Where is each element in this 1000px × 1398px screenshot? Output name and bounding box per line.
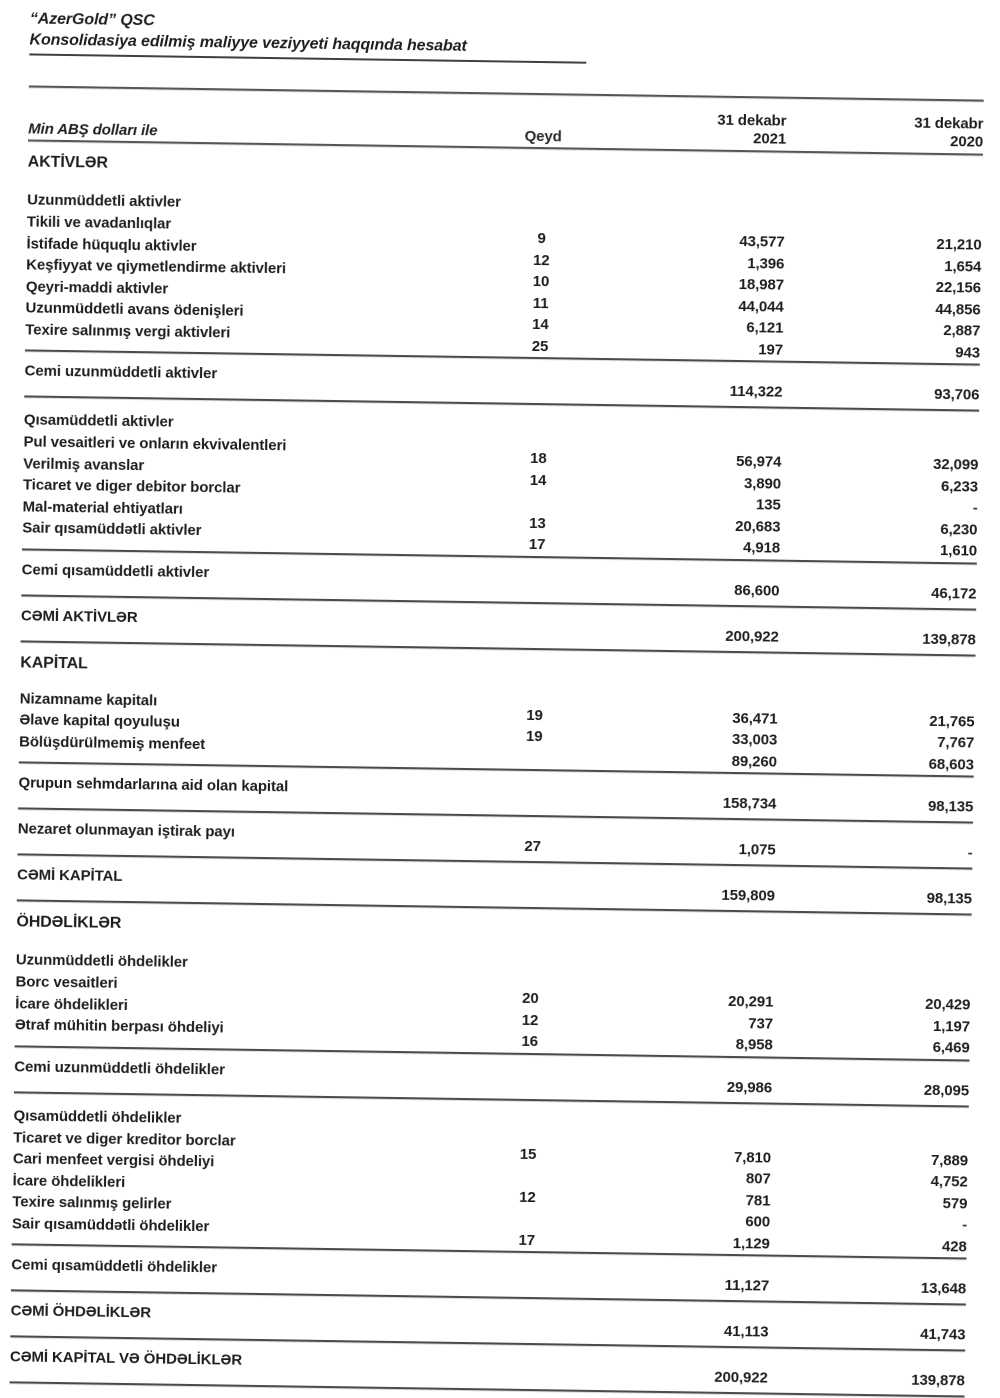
document-title: Konsolidasiya edilmiş maliyye veziyyeti haqqında hesabat	[29, 31, 467, 55]
value-2021: 8,958	[735, 1036, 773, 1054]
value-2021: 6,121	[746, 319, 784, 337]
period-line: 31 dekabr	[914, 114, 984, 133]
value-2020: 428	[941, 1237, 967, 1255]
value-2020: 1,610	[939, 542, 978, 560]
note-reference: 15	[519, 1145, 537, 1163]
value-2020: 579	[942, 1194, 968, 1212]
value-2021: 1,396	[747, 254, 785, 273]
value-2021	[597, 198, 785, 223]
row-label: AKTİVLƏR	[27, 153, 108, 172]
value-2021: 1,075	[738, 841, 776, 859]
value-2021	[583, 1113, 771, 1138]
value-2021: 20,683	[734, 517, 781, 536]
note-reference	[472, 1207, 582, 1230]
note-reference: 12	[521, 1011, 539, 1029]
company-name: “AzerGold” QSC	[29, 10, 155, 30]
horizontal-rule	[29, 85, 984, 101]
value-2020: 93,706	[933, 385, 980, 404]
column-header-2020	[786, 113, 984, 152]
note-reference: 18	[530, 449, 547, 468]
note-reference	[470, 1317, 580, 1340]
value-2021: 18,987	[738, 275, 785, 294]
row-label: Bölüşdürülmemiş menfeet	[18, 732, 206, 753]
value-2020: 46,172	[931, 584, 977, 603]
row-label: Cemi qısamüddetli öhdelikler	[11, 1256, 218, 1277]
unit-label: Min ABŞ dolları ile	[28, 120, 158, 140]
value-2020	[785, 163, 982, 188]
value-2021: 3,890	[743, 474, 782, 493]
note-column-header: Qeyd	[524, 127, 562, 146]
value-2020: 41,743	[920, 1325, 966, 1344]
value-2021: 114,322	[729, 382, 783, 401]
row-label: Sair qısamüddətli aktivler	[22, 519, 202, 540]
row-label: Əlave kapital qoyuluşu	[19, 711, 180, 731]
value-2020: 32,099	[932, 455, 979, 474]
value-2020	[774, 923, 971, 948]
note-reference: 19	[525, 727, 543, 746]
note-reference	[470, 1363, 580, 1386]
value-2020	[778, 663, 975, 688]
value-2020: 1,654	[944, 257, 982, 276]
document-header	[29, 8, 587, 63]
value-2020: -	[962, 1216, 968, 1234]
value-2021	[586, 958, 774, 983]
value-2020	[771, 1116, 968, 1141]
value-2020: 2,887	[943, 322, 981, 340]
note-reference	[487, 158, 597, 182]
value-2020: 139,878	[922, 630, 976, 649]
value-2020: 20,429	[924, 995, 971, 1014]
value-2021: 159,809	[721, 886, 776, 905]
row-label: Ticaret ve diger kreditor borclar	[13, 1128, 236, 1150]
period-line: 31 dekabr	[717, 111, 787, 130]
row-label: Ətraf mühitin berpası öhdeliyi	[14, 1016, 224, 1037]
note-reference: 12	[532, 251, 550, 269]
note-reference	[479, 747, 589, 770]
value-2020: 6,469	[932, 1038, 970, 1057]
financial-statement-sheet	[0, 8, 1000, 1398]
value-2020: 6,230	[940, 520, 978, 539]
row-label: Nezaret olunmayan iştirak payı	[17, 820, 236, 841]
value-2021: 600	[745, 1213, 771, 1231]
value-2021: 33,003	[731, 730, 778, 749]
row-label: Cemi uzunmüddetli aktivler	[24, 362, 218, 383]
row-label: Qısamüddetli öhdelikler	[13, 1106, 182, 1127]
row-label: Sair qısamüddətli öhdelikler	[11, 1214, 210, 1235]
row-label: Borc vesaitleri	[15, 973, 118, 992]
value-2021: 4,918	[742, 539, 781, 557]
row-label: Cemi uzunmüddetli öhdelikler	[14, 1057, 225, 1078]
value-2021: 197	[758, 340, 784, 359]
row-label: Tikili ve avadanlıqlar	[26, 213, 172, 233]
row-label: CƏMİ ÖHDƏLİKLƏR	[10, 1302, 152, 1322]
row-label: Ticaret ve diger debitor borclar	[22, 476, 241, 497]
value-2021: 86,600	[734, 581, 780, 600]
value-2020	[782, 421, 979, 446]
note-reference	[484, 416, 594, 440]
value-2021: 158,734	[722, 794, 777, 813]
row-label: Qısamüddetli aktivler	[23, 411, 174, 431]
note-reference: 19	[526, 706, 543, 724]
note-reference: 20	[521, 989, 539, 1008]
value-2020: 68,603	[928, 755, 975, 774]
value-2021	[586, 920, 774, 945]
value-2021	[597, 160, 785, 185]
value-2020: 44,856	[935, 300, 981, 319]
value-2020: 139,878	[911, 1371, 965, 1390]
note-reference: 17	[518, 1231, 536, 1249]
value-2021: 1,129	[732, 1234, 770, 1253]
value-2021: 43,577	[739, 232, 785, 251]
value-2020: 1,197	[932, 1017, 971, 1036]
row-label: İstifade hüquqlu aktivler	[26, 234, 197, 255]
note-reference: 13	[529, 514, 546, 532]
row-label: Texire salınmış vergi aktivleri	[25, 320, 231, 341]
row-label: Verilmiş avanslar	[23, 454, 145, 474]
row-label: Cemi qısamüddetli aktivler	[21, 560, 210, 581]
note-reference	[483, 490, 593, 513]
value-2020: 21,210	[936, 235, 982, 254]
value-2020: 28,095	[923, 1081, 970, 1099]
note-reference	[476, 956, 586, 980]
value-2020: 21,765	[929, 712, 975, 731]
note-reference: 27	[524, 837, 541, 856]
note-reference	[487, 196, 597, 220]
row-label: Nizamname kapitalı	[19, 689, 158, 709]
row-label: KAPİTAL	[20, 653, 88, 672]
row-label: Texire salınmış gelirler	[12, 1193, 172, 1213]
value-2020: 6,233	[940, 477, 979, 496]
period-year: 2020	[950, 133, 984, 151]
value-2021: 135	[755, 496, 781, 514]
row-label: Qrupun sehmdarlarına aid olan kapital	[18, 774, 289, 796]
row-label: İcare öhdelikleri	[12, 1171, 126, 1191]
row-label: Uzunmüddetli öhdelikler	[15, 951, 188, 971]
row-label: Uzunmüddetli avans ödenişleri	[25, 299, 244, 320]
row-label: Uzunmüddetli aktivler	[27, 191, 182, 211]
value-2020: 98,135	[926, 889, 973, 908]
value-2021: 807	[745, 1170, 771, 1188]
note-reference	[473, 1112, 583, 1136]
note-reference: 11	[532, 294, 549, 312]
note-reference	[481, 576, 591, 599]
value-2020: 4,752	[930, 1172, 968, 1191]
value-2021: 56,974	[735, 452, 782, 471]
row-label: İcare öhdelikleri	[15, 994, 128, 1014]
value-2021: 200,922	[725, 627, 779, 646]
value-2021: 41,113	[723, 1322, 769, 1341]
value-2020: 7,767	[937, 733, 975, 752]
note-reference	[471, 1271, 581, 1294]
value-2020: 98,135	[927, 797, 974, 816]
row-label: CƏMİ KAPİTAL	[17, 866, 123, 885]
value-2021: 44,044	[738, 297, 784, 316]
note-reference: 14	[529, 471, 547, 489]
value-2020: -	[972, 499, 978, 517]
row-label: ÖHDƏLİKLƏR	[16, 913, 122, 932]
note-reference: 17	[528, 535, 546, 554]
value-2021: 89,260	[731, 752, 778, 771]
value-2020: 7,889	[930, 1151, 969, 1169]
note-reference	[477, 881, 587, 904]
row-label: CƏMİ AKTİVLƏR	[20, 606, 138, 626]
value-2021: 200,922	[714, 1368, 768, 1387]
value-2021: 29,986	[726, 1078, 773, 1097]
value-2021: 20,291	[727, 992, 774, 1011]
value-2021: 781	[745, 1191, 771, 1210]
note-reference	[480, 659, 590, 683]
value-2020	[785, 201, 982, 226]
value-2020: 22,156	[935, 278, 982, 297]
value-2021	[594, 418, 782, 443]
note-reference	[478, 789, 588, 812]
note-reference: 25	[531, 337, 549, 355]
note-reference: 14	[531, 315, 549, 334]
value-2020: 13,648	[920, 1279, 967, 1298]
value-2021: 11,127	[724, 1276, 770, 1295]
note-reference: 16	[521, 1032, 539, 1051]
note-reference: 10	[532, 272, 550, 291]
row-label: Cari menfeet vergisi öhdeliyi	[12, 1150, 215, 1171]
note-reference: 9	[537, 230, 546, 248]
value-2020	[774, 961, 971, 986]
row-label: CƏMİ KAPİTAL VƏ ÖHDƏLİKLƏR	[9, 1348, 243, 1369]
value-2021: 36,471	[732, 709, 778, 728]
row-label: Mal-material ehtiyatları	[22, 497, 183, 518]
column-header-2021	[598, 110, 787, 149]
note-reference	[474, 1073, 584, 1096]
value-2020: 943	[955, 343, 981, 362]
value-2021	[590, 660, 778, 685]
value-2020: -	[967, 844, 973, 862]
value-2021: 7,810	[733, 1148, 772, 1167]
value-2021: 737	[748, 1014, 774, 1033]
note-reference: 12	[519, 1188, 536, 1206]
note-reference	[484, 377, 594, 400]
period-year: 2021	[753, 130, 787, 148]
note-reference	[481, 622, 591, 645]
note-reference	[473, 1164, 583, 1187]
row-label: Keşfiyyat ve qiymetlendirme aktivleri	[26, 256, 287, 278]
row-label: Qeyri-maddi aktivler	[25, 277, 169, 298]
note-reference	[476, 918, 586, 942]
row-label: Pul vesaitleri ve onların ekvivalentleri	[23, 433, 287, 455]
statement-rows	[10, 141, 983, 1397]
